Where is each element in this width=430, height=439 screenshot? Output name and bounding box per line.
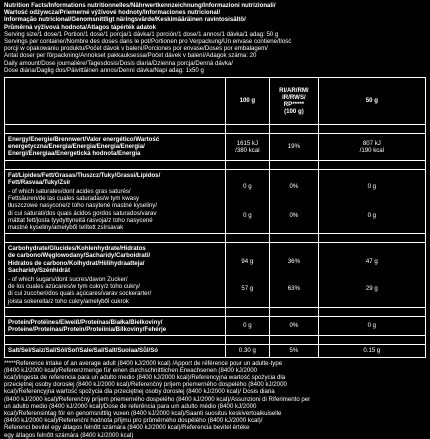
table-header-row [5,78,426,125]
nutrition-table [4,77,426,357]
daily-amount: Dose diária/Daglig dos/Päivittäinen annos/Denní dávka/Napi adag: 1x50 g [4,66,204,74]
title-line: Informação nutricional/Genomsnittligt näringsvärde/Keskimääräinen ravintosisältö/ [4,16,246,24]
salt-ri: 5% [270,345,319,357]
servings-per-container: Servings per container/Nombre des doses dans le pot/Portionen pro Verpackung/Un envase contiene/Ilość [4,38,292,46]
carbohydrate-label: Carbohydrate/Glucides/Kohlenhydrate/Hidratos de carbono/Węglowodany/Sacharidy/Carboidrati/ Hidratos de carbono/Kolhydrat/Hiilihydraatteja/ Sacharidy/Szénhidrát - of which sugars/dont sucres/davon Zucker/ de los cuales azúcares/w tym cukry/z toho cukry/ di cui zuccheri/dos quais açúcares/varav sockerarter/ joista sokereita/z toho cukry/amelyből cukrok [5,243,226,308]
title-line: Průměrná výživová hodnota/Átlagos tápérték adatok [4,23,157,31]
title-line: Nutrition Facts/Informations nutritionnelles/Nährwertkennzeichnung/Informazioni nutrizionali/ [4,2,276,9]
reference-intake-footnote: *****Reference intake of an average adult (8400 kJ/2000 kcal) /Apport de référence pour un adulte-type (8400 kJ/2000 kcal)/Referenzmenge für einen durchschnittlichen Erwachsenen (8400 kJ/2000 kcal)/Ingesta de referencia para un adulto medio (8400 kJ/2000 kcal)/Referencyjna wartość spożycia dla przeciętnej osoby dorosłej (8400 kJ/2000 kcal)/Referenčný príjem priemerného dospelého (8400 kJ/2000 kcal)/Referencyjna wartość spożycia dla przeciętnej osoby dorosłej (8400 kJ/2000 kcal)/ Dosis diaria (8400 kJ/2000 kcal)/Referenčný príjem priemerného dospelého (8400 kJ/2000 kcal)/Assunzioni di Riferimento per un adulto medio (8400 kJ/2000 kcal)/Dose de referência para um adulto médio (8400 kJ/2000 kcal)/Referensintag för en genomsnittlig vuxen (8400 kJ/2000 kcal)/Saanti suositus keskivertoaikuiselle (8400 kJ/2000 kcal)/Referenční hodnota příjmu pro průměrného dospělého (8400 kJ/2000 kcal)/ Referenci bevitel egy átlagos felnőtt számára (8400 kJ/2000 kcal)/Referencia bevitel értéke egy átlagos felnőtt számára (8400 kJ/2000 kcal) [4,359,311,439]
blank-header-cell [5,78,226,125]
table-row-carbohydrate [5,243,426,308]
column-header-50g: 50 g [318,78,425,125]
title-line: Wartość odżywcza/Priemerné výživové hodnoty/Informaciones nutricional/ [4,9,221,17]
fat-100g: 0 g 0 g [225,169,270,234]
table-row-fat [5,169,426,234]
table-row-salt [5,345,426,357]
fat-50g: 0 g 0 g [318,169,425,234]
salt-50g: 0.15 g [318,345,425,357]
salt-label: Salt/Sel/Salz/Sal/Sól/Soľ/Sale/Sal/Salt/Suolaa/Sůl/Só [5,345,226,357]
servings-per-container: porcji w opakowaniu produktu/Počet dávok v balení/Porciones por envase/Doses por embalagem/ [4,45,268,53]
carbohydrate-100g: 94 g 57 g [225,243,270,308]
protein-label: Protein/Protéines/Eiweiß/Proteínas/Białka/Bielkoviny/ Proteine/Proteínas/Protein/Proteiinia/Bílkoviny/Fehérje [5,316,226,335]
salt-100g: 0.30 g [225,345,270,357]
servings-per-container: Antal doser per förpackning/Annokset pakkauksessa/Počet dávek v balení/Adagok száma: 20 [4,52,257,60]
fat-ri: 0% 0% [270,169,319,234]
protein-ri: 0% [270,316,319,335]
energy-label: Energy/Energie/Brennwert/Valor energético/Wartość energetyczna/Energia/Energia/Energia/Energia/ Energi/Energiaa/Energetická hodnota/Energia [5,134,226,161]
carbohydrate-ri: 36% 63% [270,243,319,308]
column-header-ri: RI/AR/RM/ IR/RWS/ RP***** (100 g) [270,78,319,125]
protein-50g: 0 g [318,316,425,335]
label-header [4,2,426,74]
daily-amount: Daily amount/Dose journalière/Tagesdosis/Dosis diaria/Dzienna porcja/Denná dávka/ [4,59,233,67]
table-row-protein [5,316,426,335]
carbohydrate-50g: 47 g 29 g [318,243,425,308]
energy-100g: 1615 kJ /380 kcal [225,134,270,161]
protein-100g: 0 g [225,316,270,335]
serving-size: Serving size/1 dose/1 Portion/1 dose/1 porcja/1 dávka/1 porción/1 dose/1 annos/1 dávka/1 adag: 50 g [4,30,279,38]
fat-label: Fat/Lipides/Fett/Grasas/Tłuszcz/Tuky/Grassi/Lípidos/ Fett/Rasvaa/Tuky/Zsír - of which saturates/dont acides gras saturés/ Fettsäuren/de las cuales saturadas/w tym kwasy tłuszczowe nasycone/z toho nasýtené mastné kyseliny/ di cui saturati/dos quais ácidos gordos saturados/varav mättat fett/josta tyydyttyneitä rasvoja/z toho nasycené mastné kyseliny/amelyből telített zsírsavak [5,169,226,234]
energy-ri: 19% [270,134,319,161]
energy-50g: 807 kJ /190 kcal [318,134,425,161]
table-row-energy [5,134,426,161]
column-header-100g: 100 g [225,78,270,125]
